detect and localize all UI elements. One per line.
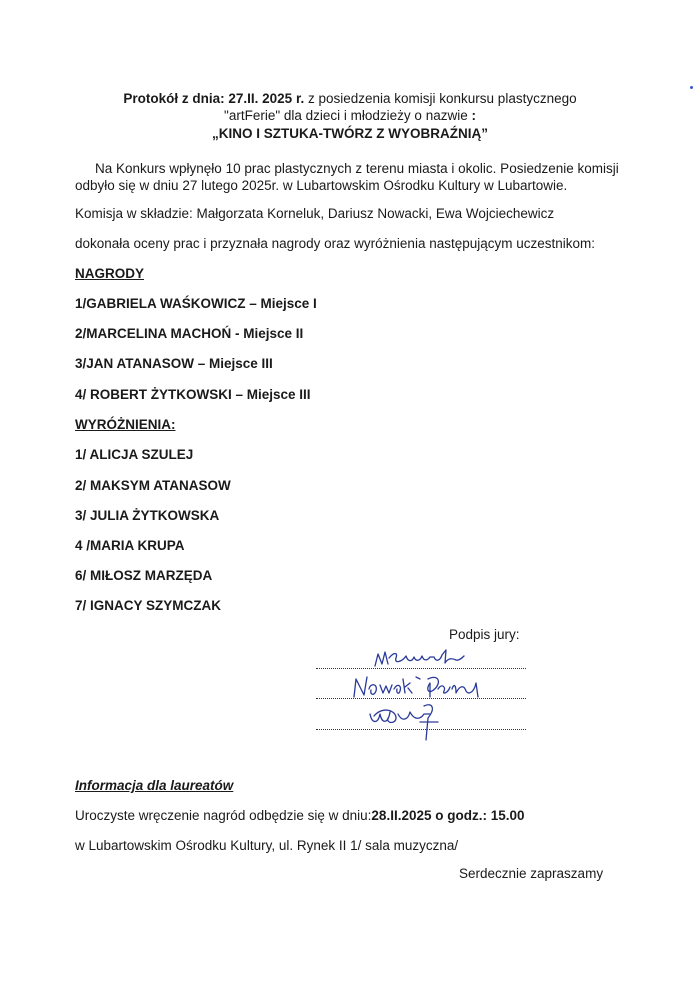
contest-title: „KINO I SZTUKA-TWÓRZ Z WYOBRAŹNIĄ”: [212, 126, 488, 141]
award-item: 2/MARCELINA MACHOŃ - Miejsce II: [75, 326, 304, 341]
award-item: 1/GABRIELA WAŚKOWICZ – Miejsce I: [75, 296, 317, 311]
intro-line-1: Na Konkurs wpłynęło 10 prac plastycznych z terenu miasta i okolic. Posiedzenie komisji: [95, 161, 619, 176]
protocol-subject: z posiedzenia komisji konkursu plastycznego: [304, 91, 577, 106]
info-heading: Informacja dla laureatów: [75, 778, 234, 793]
awards-heading: NAGRODY: [75, 266, 145, 281]
header-line-2: [0, 108, 700, 123]
ceremony-date: 28.II.2025 o godz.: 15.00: [371, 808, 525, 823]
signature-wojciechewicz: [366, 700, 446, 744]
distinction-item: 7/ IGNACY SZYMCZAK: [75, 598, 222, 613]
commission-members: Komisja w składzie: Małgorzata Korneluk, Dariusz Nowacki, Ewa Wojciechewicz: [75, 206, 555, 221]
jury-signature-label: Podpis jury:: [449, 627, 520, 642]
scan-ink-dot: [690, 86, 693, 89]
ceremony-line: [75, 808, 525, 823]
distinction-item: 6/ MIŁOSZ MARZĘDA: [75, 568, 213, 583]
header-colon: :: [471, 108, 476, 123]
distinction-item: 2/ MAKSYM ATANASOW: [75, 478, 231, 493]
closing-invitation: Serdecznie zapraszamy: [459, 866, 604, 881]
award-item: 4/ ROBERT ŻYTKOWSKI – Miejsce III: [75, 387, 311, 402]
intro-line-2: odbyło się w dniu 27 lutego 2025r. w Lubartowskim Ośrodku Kultury w Lubartowie.: [75, 178, 568, 193]
contest-audience: "artFerie" dla dzieci i młodzieży o nazwie: [224, 108, 472, 123]
distinction-item: 4 /MARIA KRUPA: [75, 538, 185, 553]
distinctions-heading: WYRÓŻNIENIA:: [75, 417, 176, 432]
signature-nowacki: [350, 671, 490, 703]
protocol-date: Protokół z dnia: 27.II. 2025 r.: [123, 91, 305, 106]
header-line-1: [0, 91, 700, 106]
evaluation-statement: dokonała oceny prac i przyznała nagrody oraz wyróżnienia następującym uczestnikom:: [75, 236, 596, 251]
distinction-item: 3/ JULIA ŻYTKOWSKA: [75, 508, 220, 523]
award-item: 3/JAN ATANASOW – Miejsce III: [75, 356, 273, 371]
signature-korneluk: [372, 646, 467, 672]
ceremony-text: Uroczyste wręczenie nagród odbędzie się w dniu:: [75, 808, 372, 823]
distinction-item: 1/ ALICJA SZULEJ: [75, 447, 194, 462]
ceremony-location: w Lubartowskim Ośrodku Kultury, ul. Rynek II 1/ sala muzyczna/: [75, 838, 459, 853]
